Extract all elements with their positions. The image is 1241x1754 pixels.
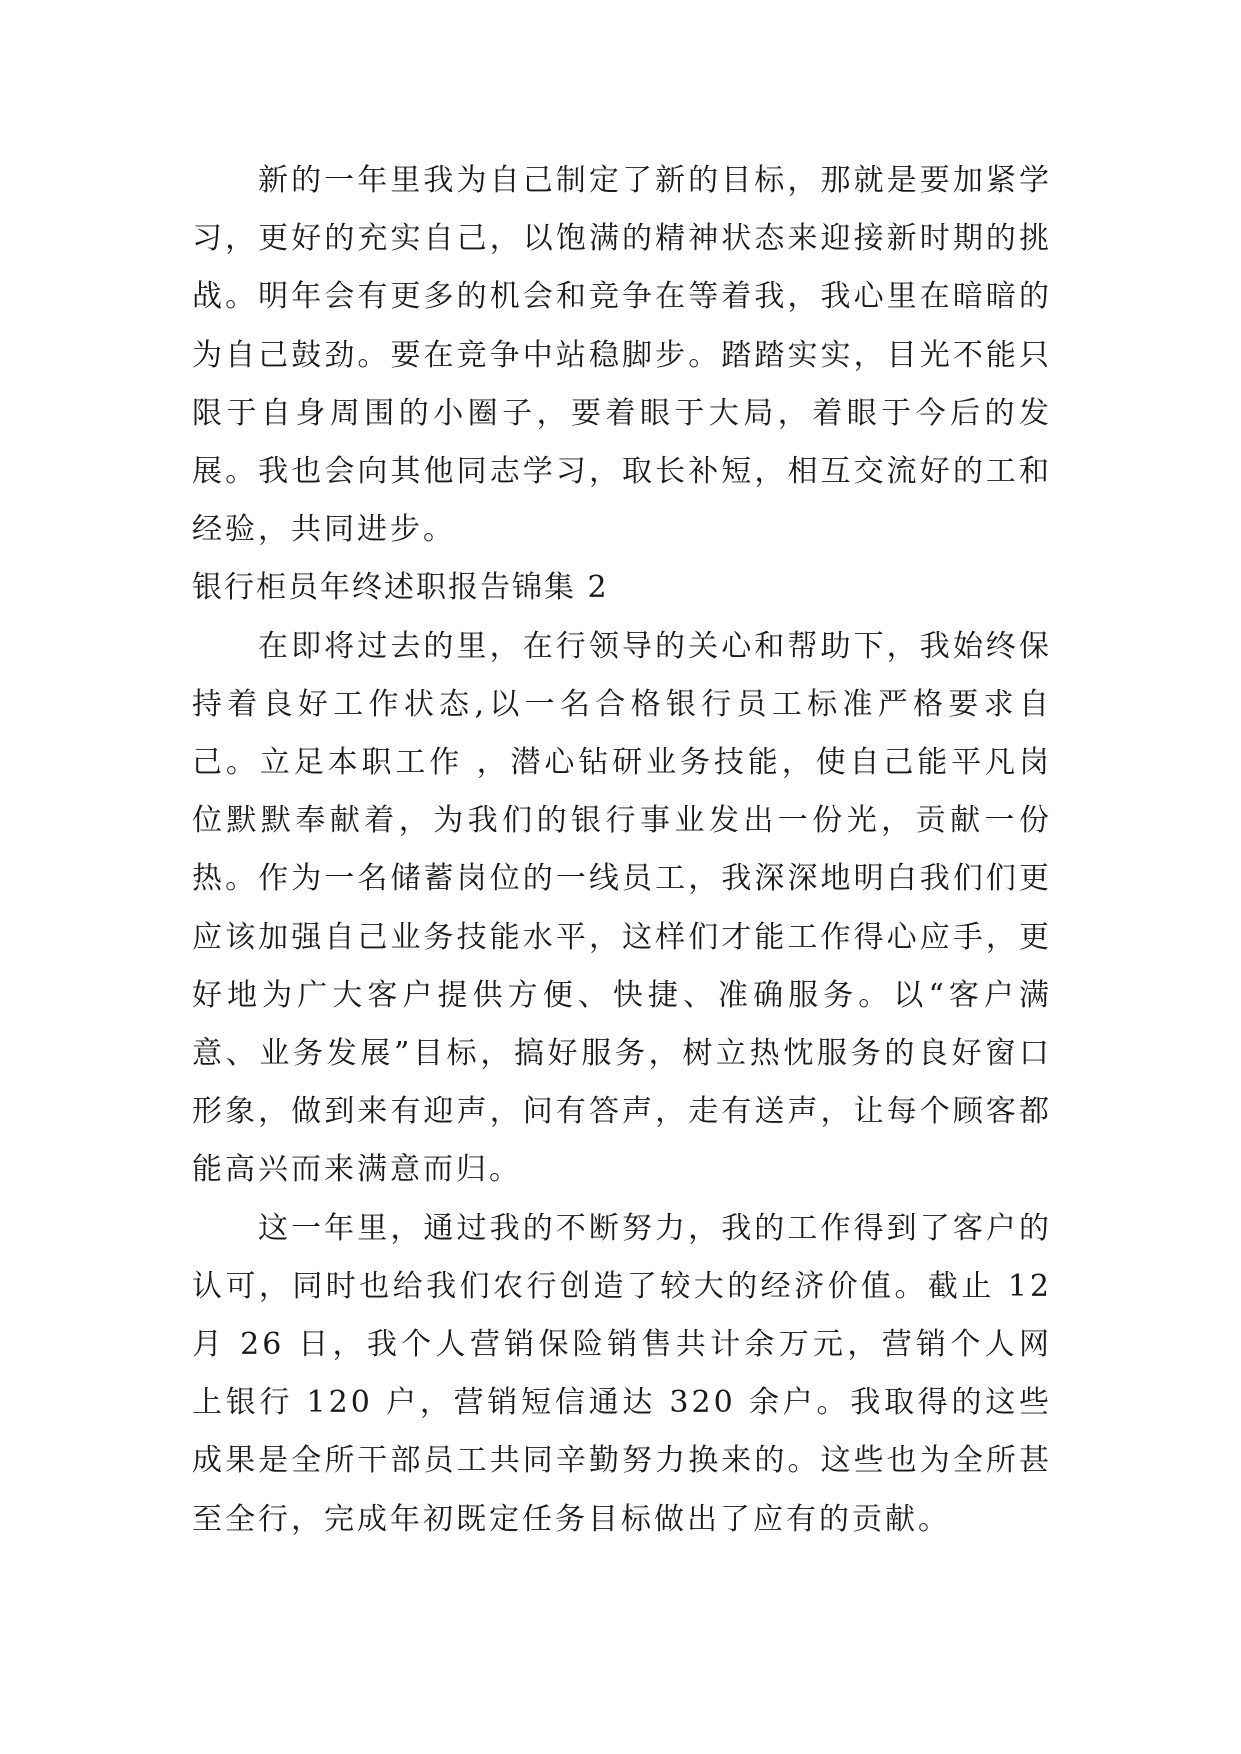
- paragraph-2: 在即将过去的里，在行领导的关心和帮助下，我始终保持着良好工作状态,以一名合格银行员工标准严格要求自己。立足本职工作 ，潜心钻研业务技能，使自己能平凡岗位默默奉献着，为我们的银行事业发出一份光，贡献一份热。作为一名储蓄岗位的一线员工，我深深地明白我们们更应该加强自己业务技能水平，这样们才能工作得心应手，更好地为广大客户提供方便、快捷、准确服务。以“客户满意、业务发展”目标，搞好服务，树立热忱服务的良好窗口形象，做到来有迎声，问有答声，走有送声，让每个顾客都能高兴而来满意而归。: [192, 628, 1052, 1188]
- document-body: [192, 152, 1052, 1549]
- paragraph-1: 新的一年里我为自己制定了新的目标，那就是要加紧学习，更好的充实自己，以饱满的精神状态来迎接新时期的挑战。明年会有更多的机会和竞争在等着我，我心里在暗暗的为自己鼓劲。要在竞争中站稳脚步。踏踏实实，目光不能只限于自身周围的小圈子，要着眼于大局，着眼于今后的发展。我也会向其他同志学习，取长补短，相互交流好的工和经验，共同进步。: [192, 163, 1052, 548]
- section-heading: 银行柜员年终述职报告锦集 2: [192, 570, 609, 606]
- paragraph-3: 这一年里，通过我的不断努力，我的工作得到了客户的认可，同时也给我们农行创造了较大的经济价值。截止 12 月 26 日，我个人营销保险销售共计余万元，营销个人网上银行 120 户，营销短信通达 320 余户。我取得的这些成果是全所干部员工共同辛勤努力换来的。这些也为全所甚至全行，完成年初既定任务目标做出了应有的贡献。: [192, 1210, 1052, 1537]
